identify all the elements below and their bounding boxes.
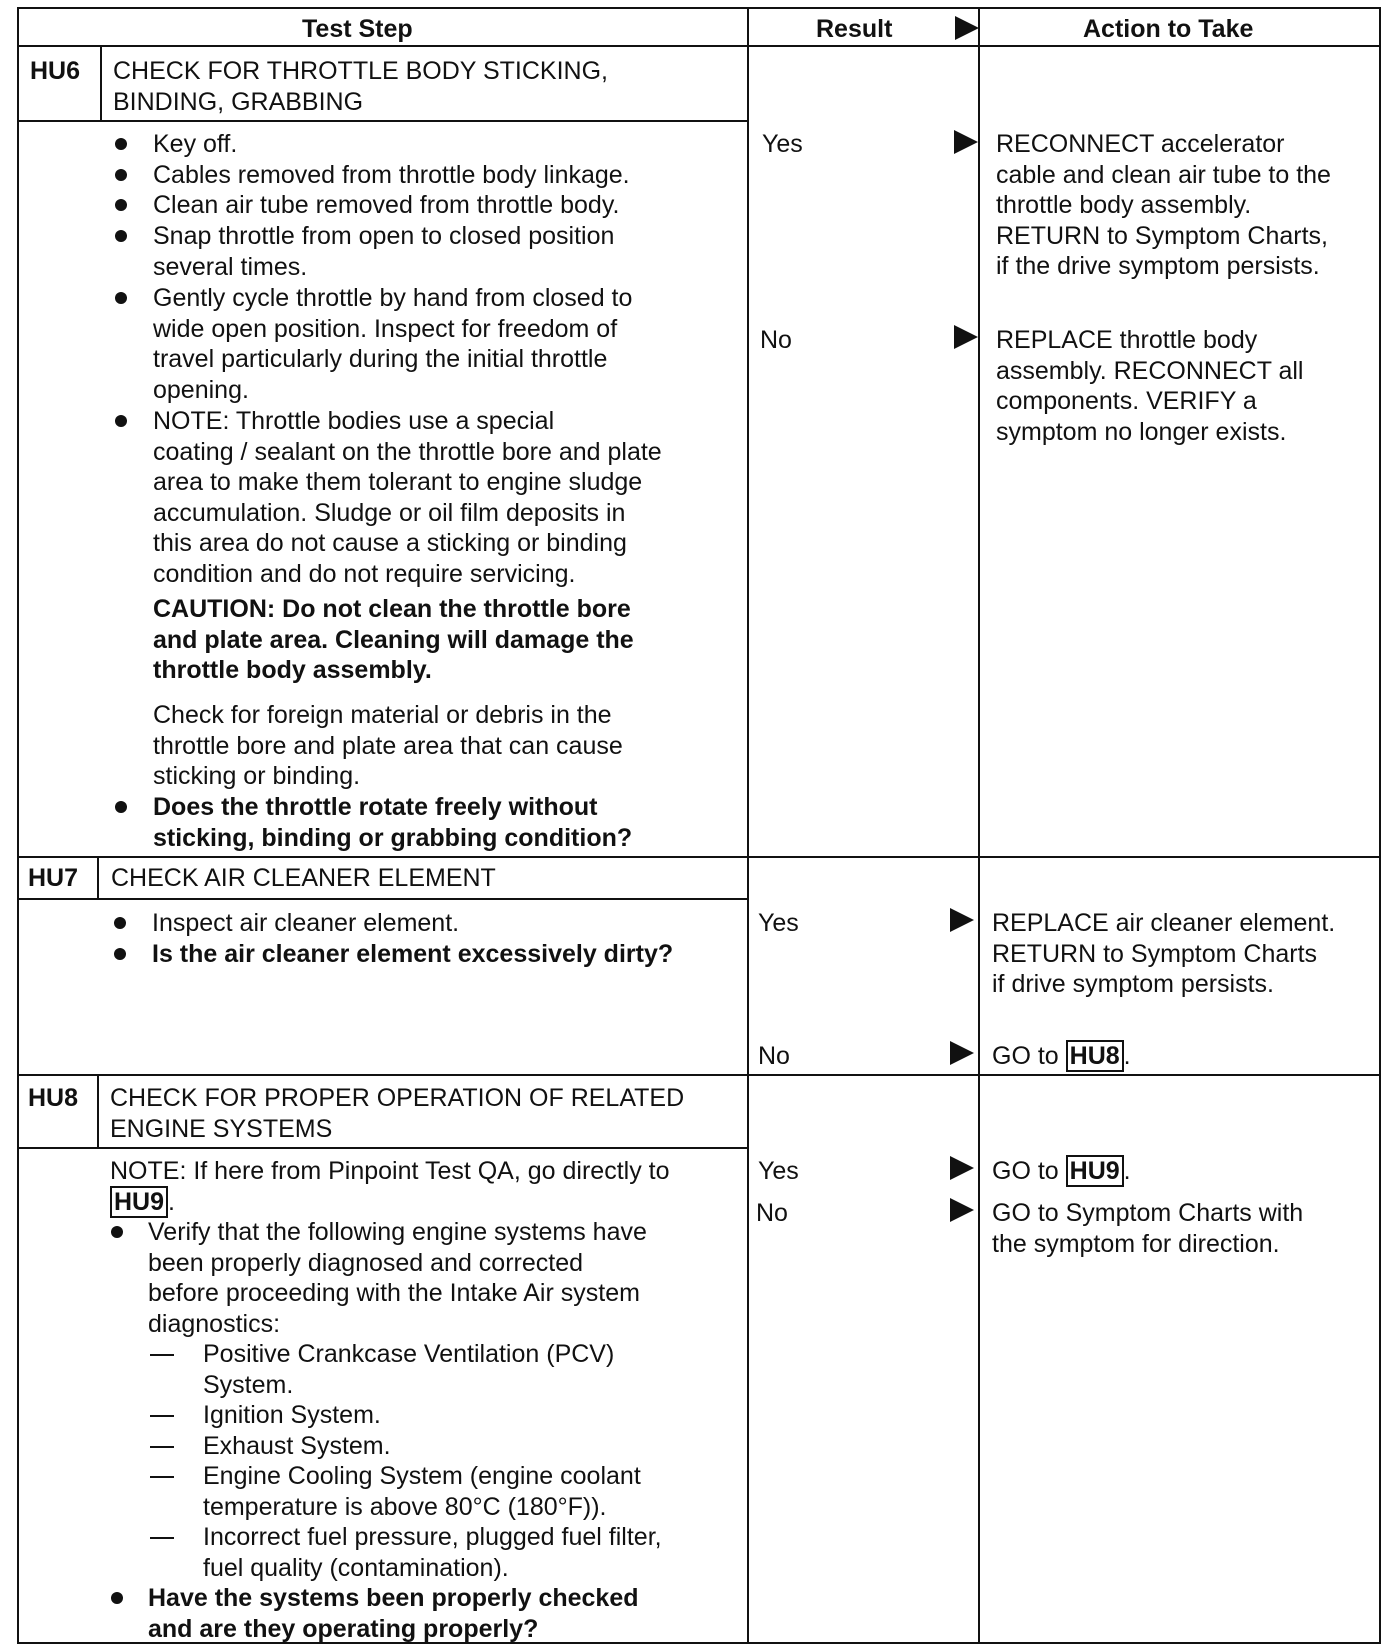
hu6-id-divider [100,45,102,120]
hu7-question: Is the air cleaner element excessively dirty? [152,940,674,968]
hu6-title-underline [17,120,747,122]
arrow-icon [950,908,974,932]
bullet-icon [115,169,127,181]
hu8-result-yes: Yes [758,1157,799,1185]
hu6-step-5: Gently cycle throttle by hand from closed to wide open position. Inspect for freedom of travel particularly during the initial throttle opening. [153,284,633,404]
column-divider-action [978,7,980,1644]
hu7-title: CHECK AIR CLEANER ELEMENT [111,864,496,892]
dash-icon [150,1415,174,1417]
hu7-id-divider [97,856,99,898]
hu6-step-1: Key off. [153,130,238,158]
column-divider-result [747,7,749,1644]
hu6-title: CHECK FOR THROTTLE BODY STICKING, BINDING, GRABBING [113,57,608,116]
dash-icon [150,1354,174,1356]
dash-icon [150,1537,174,1539]
hu7-step-1: Inspect air cleaner element. [152,909,460,937]
hu8-system-fuel: Incorrect fuel pressure, plugged fuel filter, fuel quality (contamination). [203,1523,662,1582]
hu8-question: Have the systems been properly checked and are they operating properly? [148,1584,639,1643]
hu6-action-no: REPLACE throttle body assembly. RECONNECT all components. VERIFY a symptom no longer exists. [996,326,1304,446]
header-action: Action to Take [1083,15,1254,43]
hu6-action-yes: RECONNECT accelerator cable and clean air tube to the throttle body assembly. RETURN to Symptom Charts, if the drive symptom persists. [996,130,1331,280]
row-divider-hu7 [17,856,1381,858]
hu6-check: Check for foreign material or debris in the throttle bore and plate area that can cause sticking or binding. [153,701,623,790]
hu8-title-underline [17,1147,747,1149]
hu7-id: HU7 [28,864,79,892]
hu6-step-3: Clean air tube removed from throttle body. [153,191,620,219]
bullet-icon [115,801,127,813]
header-arrow-icon [955,16,979,40]
hu9-reference-link[interactable]: HU9 [1066,1155,1124,1187]
hu8-reference-link[interactable]: HU8 [1066,1040,1124,1072]
hu8-verify: Verify that the following engine systems have been properly diagnosed and corrected before proceeding with the Intake Air system diagnostics: [148,1218,647,1338]
bullet-icon [115,138,127,150]
bullet-icon [111,1592,123,1604]
row-divider-hu8 [17,1074,1381,1076]
bullet-icon [115,292,127,304]
arrow-icon [954,130,978,154]
hu8-system-cooling: Engine Cooling System (engine coolant temperature is above 80°C (180°F)). [203,1462,641,1521]
arrow-icon [954,325,978,349]
hu8-system-exhaust: Exhaust System. [203,1432,391,1460]
hu8-system-pcv: Positive Crankcase Ventilation (PCV) System. [203,1340,615,1399]
hu6-note: NOTE: Throttle bodies use a special coating / sealant on the throttle bore and plate area to make them tolerant to engine sludge accumulation. Sludge or oil film deposits in this area do not cause a sticking or binding condition and do not require servicing. [153,407,662,588]
bullet-icon [115,415,127,427]
hu6-step-2: Cables removed from throttle body linkage. [153,161,630,189]
header-result: Result [816,15,893,43]
hu8-id: HU8 [28,1084,79,1112]
hu7-title-underline [17,898,747,900]
dash-icon [150,1476,174,1478]
hu8-note-ref-line: HU9 . [110,1187,175,1218]
arrow-icon [950,1156,974,1180]
hu7-result-no: No [758,1042,790,1070]
hu6-result-no: No [760,326,792,354]
hu7-action-no: GO to HU8 . [992,1042,1131,1070]
hu8-note: NOTE: If here from Pinpoint Test QA, go directly to [110,1157,670,1185]
bullet-icon [111,1226,123,1238]
hu8-system-ignition: Ignition System. [203,1401,381,1429]
hu9-reference-link[interactable]: HU9 [110,1186,168,1218]
arrow-icon [950,1198,974,1222]
bullet-icon [114,917,126,929]
hu6-id: HU6 [30,57,81,85]
hu8-result-no: No [756,1199,788,1227]
arrow-icon [950,1041,974,1065]
bullet-icon [115,230,127,242]
bullet-icon [115,199,127,211]
header-test-step: Test Step [302,15,413,43]
hu6-step-4: Snap throttle from open to closed position several times. [153,222,615,281]
hu8-id-divider [97,1074,99,1147]
bullet-icon [114,948,126,960]
hu7-action-yes: REPLACE air cleaner element. RETURN to Symptom Charts if drive symptom persists. [992,909,1336,998]
hu6-question: Does the throttle rotate freely without sticking, binding or grabbing condition? [153,793,633,852]
header-divider [17,45,1381,47]
hu6-result-yes: Yes [762,130,803,158]
hu8-title: CHECK FOR PROPER OPERATION OF RELATED ENGINE SYSTEMS [110,1084,685,1143]
hu8-action-yes: GO to HU9 . [992,1157,1131,1185]
hu6-caution: CAUTION: Do not clean the throttle bore and plate area. Cleaning will damage the throttle body assembly. [153,595,634,684]
hu7-result-yes: Yes [758,909,799,937]
dash-icon [150,1446,174,1448]
hu8-action-no: GO to Symptom Charts with the symptom for direction. [992,1199,1304,1258]
